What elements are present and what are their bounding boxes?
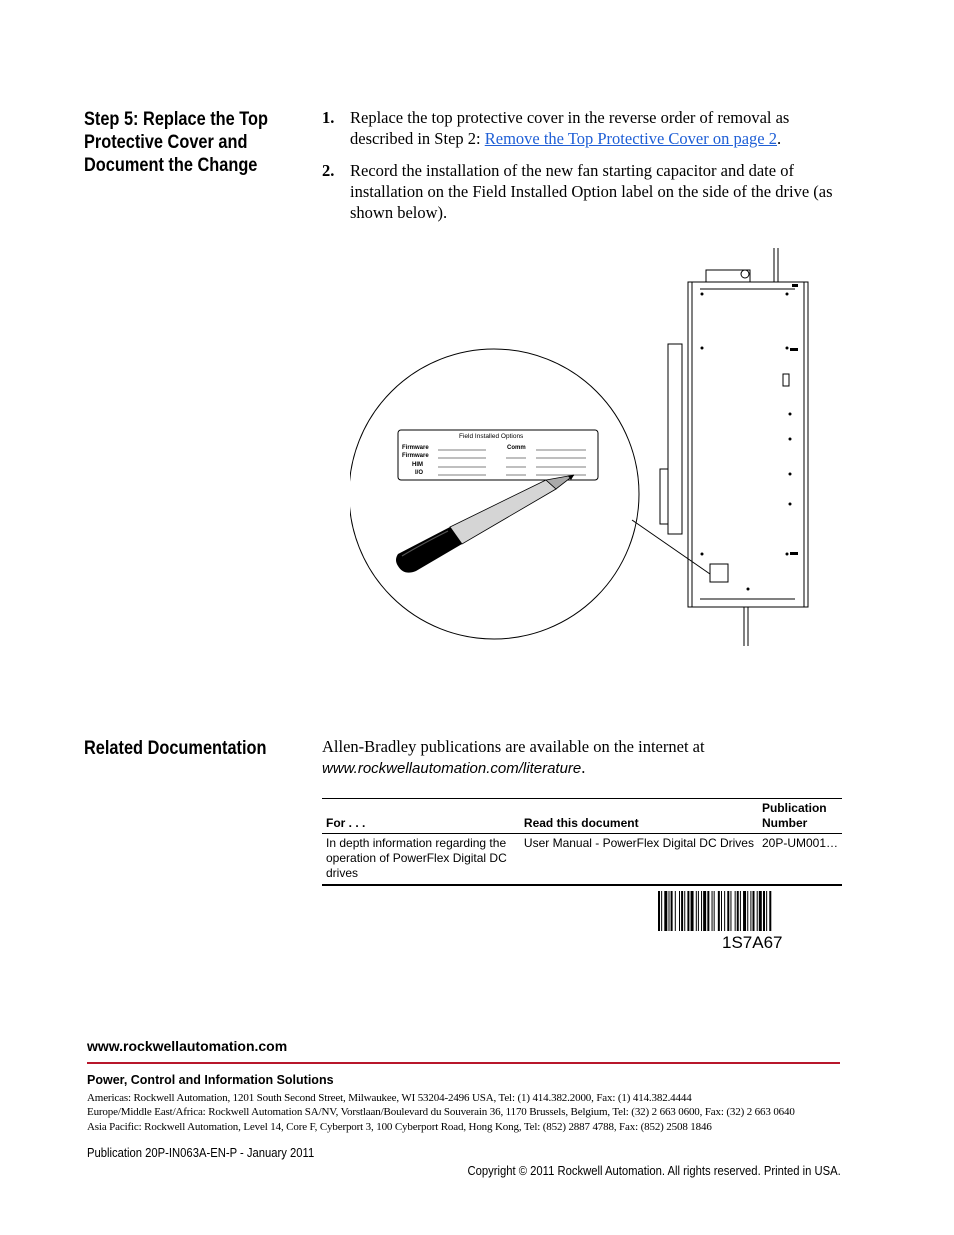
barcode-bar	[718, 891, 720, 931]
barcode-bar	[684, 891, 685, 931]
literature-url: www.rockwellautomation.com/literature	[322, 760, 582, 777]
drive-illustration	[660, 248, 808, 646]
column-header-document: Read this document	[520, 799, 758, 834]
barcode-bar	[701, 891, 702, 931]
barcode-bar	[703, 891, 706, 931]
barcode-bar	[766, 891, 767, 931]
barcode-bar	[714, 891, 715, 931]
step-text: Replace the top protective cover in the reverse order of removal as described in Step 2:	[350, 108, 790, 148]
label-row-him: HIM	[412, 462, 423, 468]
label-comm: Comm	[507, 445, 526, 451]
step-item	[322, 160, 842, 223]
copyright: Copyright © 2011 Rockwell Automation. All rights reserved. Printed in USA.	[467, 1164, 841, 1178]
barcode-bar	[681, 891, 683, 931]
address-asia-pacific: Asia Pacific: Rockwell Automation, Level 14, Core F, Cyberport 3, 100 Cyberport Road, Hong Kong, Tel: (852) 2887 4788, Fax: (852) 2508 1846	[87, 1121, 712, 1133]
barcode-text: 1S7A67	[722, 933, 783, 952]
step5-heading	[84, 108, 268, 177]
barcode-bar	[740, 891, 741, 931]
table-cell: User Manual - PowerFlex Digital DC Drives	[520, 834, 758, 886]
step5-heading-line: Protective Cover and	[84, 132, 248, 153]
label-row-io: I/O	[415, 470, 424, 476]
table-header-row	[322, 799, 842, 834]
related-intro-text: Allen-Bradley publications are available on the internet at	[322, 737, 705, 756]
related-intro	[322, 736, 842, 779]
barcode-bar	[664, 891, 667, 931]
footer-divider	[87, 1062, 840, 1064]
label-row-firmware: Firmware	[402, 445, 429, 451]
label-row-firmware: Firmware	[402, 453, 429, 459]
barcode-bar	[712, 891, 713, 931]
publication-number: Publication 20P-IN063A-EN-P - January 2011	[87, 1146, 315, 1160]
barcode-bar	[724, 891, 725, 931]
barcode-bar	[707, 891, 709, 931]
barcode-bar	[691, 891, 694, 931]
magnifier-circle	[350, 349, 639, 639]
drive-rivets	[701, 284, 799, 591]
barcode-bar	[747, 891, 748, 931]
step-item	[322, 107, 842, 149]
column-header-publication: Publication Number	[758, 799, 842, 834]
drive-label-figure	[350, 244, 820, 654]
barcode-bar	[671, 891, 673, 931]
barcode	[658, 891, 842, 931]
barcode-bar	[769, 891, 771, 931]
step-text-end: .	[777, 129, 782, 148]
barcode-bar	[743, 891, 746, 931]
table-cell: 20P-UM001…	[758, 834, 842, 886]
remove-top-cover-link[interactable]: Remove the Top Protective Cover on page 2	[484, 129, 777, 148]
barcode-bar	[727, 891, 729, 931]
address-emea: Europe/Middle East/Africa: Rockwell Automation SA/NV, Vorstlaan/Boulevard du Souverain 36, 1170 Brussels, Belgium, Tel: (32) 2 663 0600, Fax: (32) 2 663 0640	[87, 1106, 795, 1118]
column-header-for: For . . .	[322, 799, 520, 834]
barcode-bar	[698, 891, 699, 931]
related-documentation-heading: Related Documentation	[84, 738, 267, 759]
table-cell: In depth information regarding the operation of PowerFlex Digital DC drives	[322, 834, 520, 886]
barcode-bar	[661, 891, 662, 931]
step-number: 1.	[322, 108, 335, 127]
barcode-bar	[658, 891, 660, 931]
table-row	[322, 834, 842, 886]
barcode-bar	[675, 891, 676, 931]
step-list	[322, 107, 842, 234]
step5-heading-line: Step 5: Replace the Top	[84, 109, 269, 130]
address-americas: Americas: Rockwell Automation, 1201 South Second Street, Milwaukee, WI 53204-2496 USA, Tel: (1) 414.382.2000, Fax: (1) 414.382.4444	[87, 1092, 692, 1104]
barcode-bar	[721, 891, 722, 931]
step5-heading-line: Document the Change	[84, 155, 258, 176]
barcode-bar	[696, 891, 697, 931]
step-text: Record the installation of the new fan starting capacitor and date of installation on the Field Installed Option label on the side of the drive (as shown below).	[350, 161, 833, 222]
footer-tagline: Power, Control and Information Solutions	[87, 1073, 334, 1087]
barcode-bar	[679, 891, 680, 931]
documentation-table	[322, 798, 842, 886]
barcode-bar	[735, 891, 736, 931]
barcode-bar	[753, 891, 755, 931]
barcode-bar	[730, 891, 731, 931]
url-suffix: .	[581, 758, 586, 777]
step-number: 2.	[322, 161, 335, 180]
barcode-bar	[687, 891, 689, 931]
barcode-bar	[763, 891, 765, 931]
callout-line	[632, 520, 710, 574]
barcode-bar	[669, 891, 670, 931]
barcode-bar	[759, 891, 762, 931]
field-installed-options-label	[398, 430, 598, 480]
barcode-bar	[737, 891, 739, 931]
footer-website: www.rockwellautomation.com	[87, 1038, 288, 1054]
barcode-bar	[757, 891, 758, 931]
barcode-bar	[750, 891, 751, 931]
label-title: Field Installed Options	[459, 433, 524, 440]
